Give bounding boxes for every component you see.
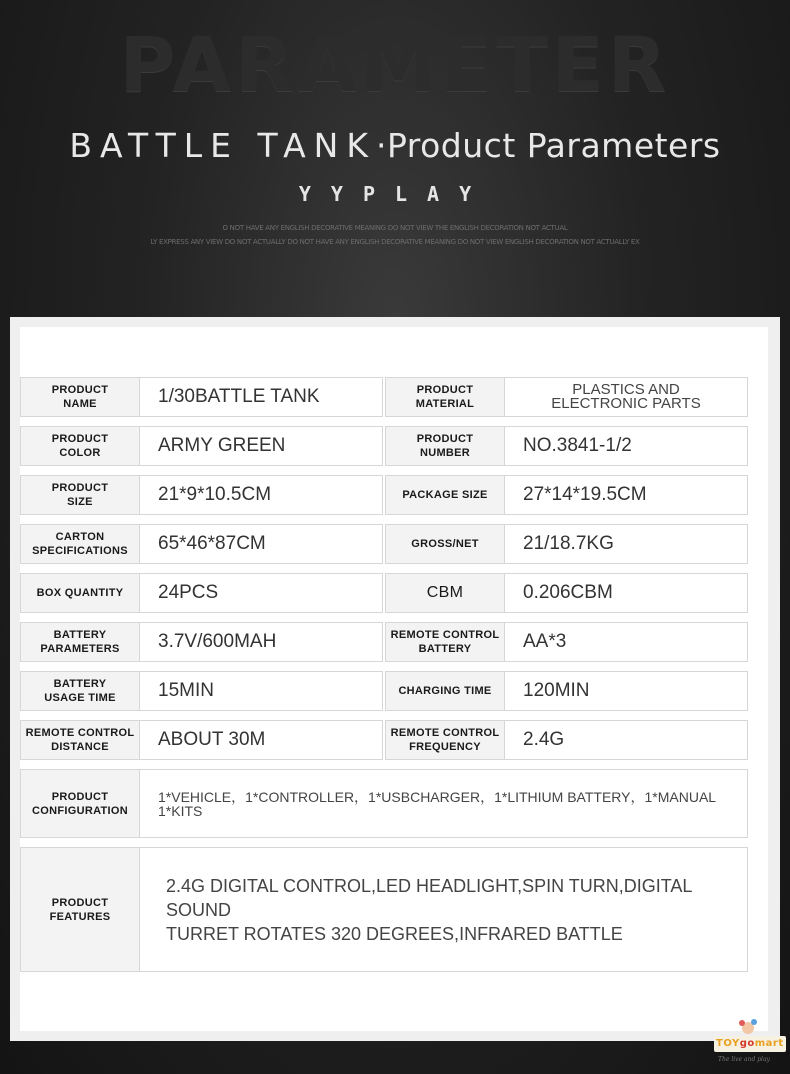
- label-charging-time: CHARGING TIME: [398, 685, 492, 697]
- value-battery-parameters: 3.7V/600MAH: [158, 631, 277, 652]
- value-remote-control-frequency: 2.4G: [523, 729, 565, 750]
- value-package-size: 27*14*19.5CM: [523, 484, 647, 505]
- table-row: [20, 475, 748, 515]
- table-row: [20, 847, 748, 972]
- label-battery-parameters: BATTERY PARAMETERS: [40, 629, 120, 655]
- label-box-quantity: BOX QUANTITY: [36, 587, 124, 599]
- label-product-configuration: PRODUCT CONFIGURATION: [32, 790, 128, 817]
- page-title: [0, 126, 790, 165]
- value-gross-net: 21/18.7KG: [523, 533, 614, 554]
- value-product-configuration: 1*VEHICLE，1*CONTROLLER，1*USBCHARGER，1*LITHIUM BATTERY，1*MANUAL 1*KITS: [158, 788, 717, 819]
- decorative-text-line: LY EXPRESS ANY VIEW DO NOT ACTUALLY DO NOT HAVE ANY ENGLISH DECORATIVE MEANING DO NOT VIEW ENGLISH DECORATION NOT ACTUALLY EX: [150, 238, 640, 246]
- label-package-size: PACKAGE SIZE: [402, 489, 488, 501]
- watermark-logo: [714, 1016, 786, 1070]
- table-row: [20, 573, 748, 613]
- table-row: [20, 720, 748, 760]
- table-row: [20, 377, 748, 417]
- logo-text: TOYgomart: [716, 1038, 784, 1049]
- title-suffix: ·Product Parameters: [375, 126, 721, 165]
- label-remote-control-frequency: REMOTE CONTROL FREQUENCY: [390, 727, 500, 753]
- label-carton-specifications: CARTON SPECIFICATIONS: [32, 531, 128, 557]
- table-row: [20, 426, 748, 466]
- value-product-name: 1/30BATTLE TANK: [158, 386, 320, 407]
- value-battery-usage-time: 15MIN: [158, 680, 214, 701]
- label-remote-control-battery: REMOTE CONTROL BATTERY: [390, 629, 500, 655]
- value-box-quantity: 24PCS: [158, 582, 219, 603]
- label-product-number: PRODUCT NUMBER: [416, 433, 474, 459]
- value-product-features: 2.4G DIGITAL CONTROL,LED HEADLIGHT,SPIN TURN,DIGITAL SOUND TURRET ROTATES 320 DEGREES,INFRARED BATTLE: [166, 875, 692, 944]
- table-row: [20, 671, 748, 711]
- value-charging-time: 120MIN: [523, 680, 590, 701]
- value-product-material: PLASTICS AND ELECTRONIC PARTS: [551, 381, 701, 412]
- label-product-color: PRODUCT COLOR: [51, 433, 109, 459]
- label-remote-control-distance: REMOTE CONTROL DISTANCE: [25, 727, 135, 753]
- label-product-material: PRODUCT MATERIAL: [415, 384, 475, 410]
- brand-name: YYPLAY: [298, 182, 492, 206]
- label-product-features: PRODUCT FEATURES: [49, 896, 111, 923]
- table-row: [20, 622, 748, 662]
- decorative-text-line: O NOT HAVE ANY ENGLISH DECORATIVE MEANING DO NOT VIEW THE ENGLISH DECORATION NOT ACTUAL: [222, 224, 568, 232]
- value-remote-control-distance: ABOUT 30M: [158, 729, 266, 750]
- header-banner: [0, 0, 790, 310]
- value-remote-control-battery: AA*3: [523, 631, 567, 652]
- table-row: [20, 769, 748, 838]
- value-carton-specifications: 65*46*87CM: [158, 533, 266, 554]
- logo-tagline: The live and play: [718, 1056, 770, 1063]
- title-product: BATTLE TANK: [69, 126, 376, 165]
- table-row: [20, 524, 748, 564]
- label-battery-usage-time: BATTERY USAGE TIME: [44, 678, 116, 704]
- background-word: PARAMETER: [119, 20, 671, 109]
- value-product-number: NO.3841-1/2: [523, 435, 632, 456]
- label-cbm: CBM: [426, 584, 464, 601]
- label-gross-net: GROSS/NET: [411, 538, 479, 550]
- value-cbm: 0.206CBM: [523, 582, 613, 603]
- label-product-size: PRODUCT SIZE: [51, 482, 109, 508]
- value-product-size: 21*9*10.5CM: [158, 484, 272, 505]
- value-product-color: ARMY GREEN: [158, 435, 286, 456]
- label-product-name: PRODUCT NAME: [51, 384, 109, 410]
